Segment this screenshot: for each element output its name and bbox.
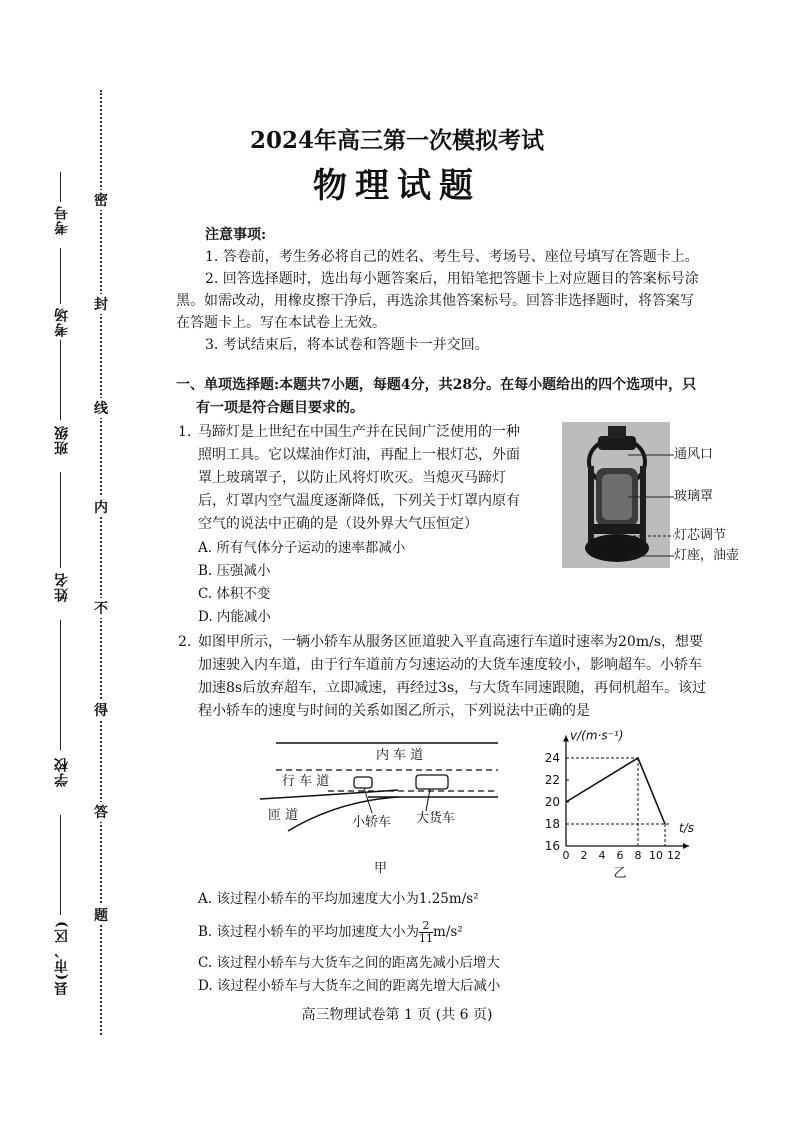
q2-option-c[interactable]: C. 该过程小轿车与大货车之间的距离先减小后增大 [198,955,500,971]
question-number: 1. [178,424,192,440]
seal-char: 答 [92,802,110,822]
y-tick-label: 20 [544,795,560,809]
section-heading-cont: 有一项是符合题目要求的。 [196,400,364,416]
y-tick-label: 24 [544,751,560,765]
lantern-label-base: 灯座，油壶 [674,548,740,563]
vt-chart [520,718,735,880]
seal-char: 线 [92,398,110,418]
field-line-district[interactable] [60,815,61,915]
exam-title: 2024年高三第一次模拟考试 [249,127,544,154]
x-tick-label: 10 [649,849,663,862]
q2-option-b-text: B. 该过程小轿车的平均加速度大小为 [198,924,420,940]
field-label-exam-number: 考号 [54,205,70,235]
question-number: 2. [178,634,192,650]
lantern-label-wick: 灯芯调节 [674,528,727,543]
lantern-pointer-lines [628,446,676,566]
field-label-district: 县(市、区) [54,920,70,996]
x-tick-label: 4 [598,849,606,862]
x-axis-label: t/s [679,821,694,835]
fraction [419,920,433,945]
figure-caption-yi: 乙 [613,866,627,880]
q1-stem-line: 照明工具。它以煤油作灯油，再配上一根灯芯，外面 [198,447,520,463]
field-line-school[interactable] [60,620,61,750]
seal-char: 内 [92,497,110,517]
field-line-name[interactable] [60,472,61,568]
note-line: 黑。如需改动，用橡皮擦干净后，再选涂其他答案标号。回答非选择题时，将答案写 [176,293,694,309]
note-line: 2. 回答选择题时，选出每小题答案后，用铅笔把答题卡上对应题目的答案标号涂 [205,271,699,287]
fraction-denominator: 11 [419,932,434,945]
figure-caption-jia: 甲 [374,861,388,876]
q1-stem-line: 罩上玻璃罩子，以防止风将灯吹灭。当熄灭马蹄灯 [198,470,506,486]
q2-option-b-unit: m/s² [433,924,463,940]
road-label-car: 小轿车 [352,815,392,830]
y-tick-label: 18 [544,817,560,831]
seal-char: 封 [92,294,110,314]
road-label-inner: 内 车 道 [376,748,424,763]
seal-char: 得 [92,700,110,720]
y-axis-label: v/(m·s⁻¹) [570,728,624,743]
q1-stem-line: 马蹄灯是上世纪在中国生产并在民间广泛使用的一种 [198,424,520,440]
lantern-label-glass: 玻璃罩 [674,489,714,504]
seal-char: 密 [92,190,110,210]
q2-option-a[interactable]: A. 该过程小轿车的平均加速度大小为1.25m/s² [198,891,479,907]
x-tick-label: 0 [562,849,570,862]
q2-stem-line: 如图甲所示，一辆小轿车从服务区匝道驶入平直高速行车道时速率为20m/s，想要 [198,634,703,650]
x-tick-label: 2 [580,849,588,862]
q2-stem-line: 加速8s后放弃超车，立即减速，再经过3s，与大货车同速跟随，再伺机超车。该过 [198,680,707,696]
field-label-name: 姓名 [54,572,70,602]
q1-stem-line: 空气的说法中正确的是（设外界大气压恒定） [198,516,478,532]
q2-stem-line: 加速驶入内车道，由于行车道前方匀速运动的大货车速度较小，影响超车。小轿车 [198,657,702,673]
y-tick-label: 22 [544,773,560,787]
y-tick-label: 16 [544,839,560,853]
road-label-ramp: 匝 道 [268,808,299,823]
field-label-class: 班级 [54,425,70,455]
note-line: 在答题卡上。写在本试卷上无效。 [176,315,386,331]
lantern-label-vent: 通风口 [674,447,714,462]
field-line-class[interactable] [60,340,61,420]
field-label-exam-room: 考场 [54,307,70,337]
q1-option-a[interactable]: A. 所有气体分子运动的速率都减小 [198,540,406,556]
y-axis-arrow [563,736,569,742]
note-line: 3. 考试结束后，将本试卷和答题卡一并交回。 [205,337,489,353]
q2-stem-line: 程小轿车的速度与时间的关系如图乙所示，下列说法中正确的是 [198,703,590,719]
subject-title: 物理试题 [313,166,481,206]
page-footer: 高三物理试卷第 1 页 (共 6 页) [301,1007,493,1023]
notes-heading: 注意事项: [205,227,267,243]
velocity-line [566,758,665,824]
q1-option-b[interactable]: B. 压强减小 [198,563,271,579]
q2-option-b[interactable] [198,920,463,945]
road-label-driving: 行 车 道 [282,774,330,789]
q2-option-d[interactable]: D. 该过程小轿车与大货车之间的距离先增大后减小 [198,978,501,994]
section-heading: 一、单项选择题:本题共7小题，每题4分，共28分。在每小题给出的四个选项中，只 [176,377,697,393]
q1-option-d[interactable]: D. 内能减小 [198,609,271,625]
seal-char: 不 [92,598,110,618]
binding-dashed-line [100,90,102,1035]
q1-option-c[interactable]: C. 体积不变 [198,586,271,602]
x-tick-label: 8 [634,849,642,862]
x-tick-label: 12 [667,849,681,862]
q1-stem-line: 后，灯罩内空气温度逐渐降低，下列关于灯罩内原有 [198,493,520,509]
x-axis-arrow [683,843,689,849]
fraction-numerator: 2 [419,920,433,933]
field-label-school: 学校 [54,757,70,787]
note-line: 1. 答卷前，考生务必将自己的姓名、考生号、考场号、座位号填写在答题卡上。 [205,249,699,265]
road-label-truck: 大货车 [416,811,456,826]
field-line-exam-room[interactable] [60,248,61,304]
seal-char: 题 [92,905,110,925]
x-tick-label: 6 [616,849,624,862]
